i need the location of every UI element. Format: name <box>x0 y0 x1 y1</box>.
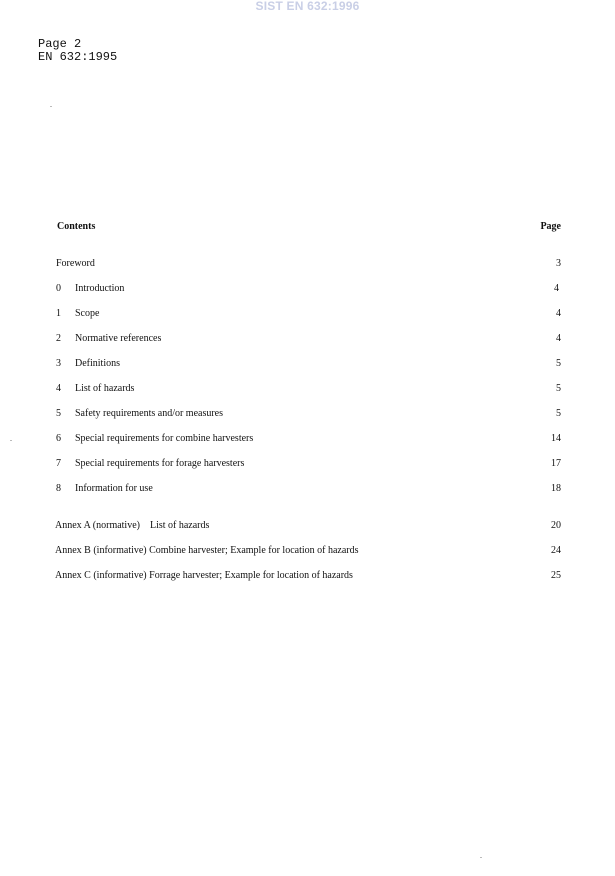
toc-entry-title: Special requirements for forage harvesters <box>75 458 245 469</box>
toc-entry-number: 4 <box>56 383 61 394</box>
toc-entry-title: List of hazards <box>75 383 135 394</box>
toc-entry-title: Scope <box>75 308 100 319</box>
toc-annex-b[interactable] <box>55 545 561 559</box>
toc-entry-title: Introduction <box>75 283 125 294</box>
toc-entry-title: Definitions <box>75 358 120 369</box>
toc-entry-number: 3 <box>56 358 61 369</box>
toc-entry-normative-references[interactable] <box>55 333 561 347</box>
toc-entry-page: 5 <box>556 408 561 419</box>
toc-entry-number: 5 <box>56 408 61 419</box>
toc-entry-number: 2 <box>56 333 61 344</box>
toc-annex-c[interactable] <box>55 570 561 584</box>
toc-entry-number: 8 <box>56 483 61 494</box>
toc-entry-number: 6 <box>56 433 61 444</box>
toc-entry-page: 4 <box>554 283 559 294</box>
toc-entry-combine-harvesters[interactable] <box>55 433 561 447</box>
annex-title: Annex B (informative) Combine harvester; Example for location of hazards <box>55 545 359 556</box>
contents-heading: Contents <box>57 221 96 232</box>
toc-annex-a[interactable] <box>55 520 561 534</box>
annex-page: 25 <box>551 570 561 581</box>
toc-entry-number: 0 <box>56 283 61 294</box>
toc-entry-title: Special requirements for combine harvesters <box>75 433 254 444</box>
toc-entry-page: 4 <box>556 308 561 319</box>
toc-entry-title: Safety requirements and/or measures <box>75 408 224 419</box>
scan-speck <box>480 857 482 858</box>
annex-page: 20 <box>551 520 561 531</box>
page-column-heading: Page <box>540 221 561 232</box>
page-number-label: Page 2 <box>38 37 82 51</box>
document-number: EN 632:1995 <box>38 50 118 64</box>
toc-entry-page: 17 <box>551 458 561 469</box>
toc-entry-forage-harvesters[interactable] <box>55 458 561 472</box>
toc-entry-page: 14 <box>551 433 561 444</box>
toc-entry-introduction[interactable] <box>55 283 561 297</box>
annex-title: Annex C (informative) Forrage harvester; Example for location of hazards <box>55 570 353 581</box>
toc-entry-information-for-use[interactable] <box>55 483 561 497</box>
scan-speck <box>50 106 52 107</box>
toc-entry-title: Foreword <box>56 258 95 269</box>
toc-entry-scope[interactable] <box>55 308 561 322</box>
toc-entry-list-of-hazards[interactable] <box>55 383 561 397</box>
toc-entry-title: Normative references <box>75 333 162 344</box>
toc-entry-safety-requirements[interactable] <box>55 408 561 422</box>
toc-entry-page: 4 <box>556 333 561 344</box>
document-watermark: SIST EN 632:1996 <box>255 0 360 13</box>
toc-entry-definitions[interactable] <box>55 358 561 372</box>
annex-page: 24 <box>551 545 561 556</box>
toc-entry-title: Information for use <box>75 483 153 494</box>
toc-entry-page: 5 <box>556 358 561 369</box>
toc-entry-number: 7 <box>56 458 61 469</box>
toc-entry-number: 1 <box>56 308 61 319</box>
scan-speck <box>10 440 12 441</box>
toc-entry-foreword[interactable] <box>55 258 561 272</box>
toc-entry-page: 3 <box>556 258 561 269</box>
toc-entry-page: 5 <box>556 383 561 394</box>
annex-title: Annex A (normative) List of hazards <box>55 520 210 531</box>
toc-entry-page: 18 <box>551 483 561 494</box>
